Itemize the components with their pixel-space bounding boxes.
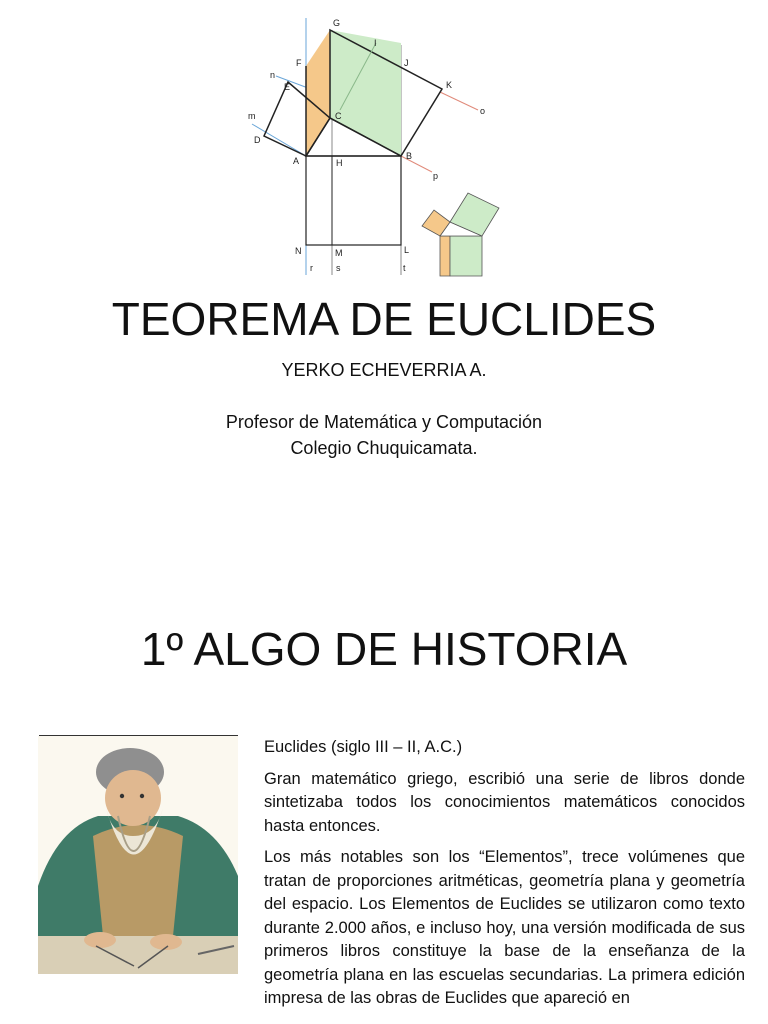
author-name: YERKO ECHEVERRIA A. [281, 360, 487, 380]
school-name: Colegio Chuquicamata. [290, 438, 478, 458]
euclid-theorem-diagram [240, 12, 500, 280]
label-c: C [335, 111, 342, 121]
paragraph-1: Gran matemático griego, escribió una serie de libros donde sintetizaba todos los conocimientos matemáticos conocidos hasta entonces. [264, 769, 745, 835]
label-h: H [336, 158, 343, 168]
label-a: A [293, 156, 300, 166]
euclid-heading: Euclides (siglo III – II, A.C.) [264, 738, 463, 756]
label-i: I [374, 38, 377, 48]
label-n: n [270, 70, 276, 80]
label-t: t [403, 263, 406, 273]
label-g: G [333, 18, 341, 28]
label-s: s [336, 263, 341, 273]
square-on-ab [306, 156, 401, 245]
label-e: E [284, 82, 291, 92]
label-l: L [404, 245, 410, 255]
line-o [440, 92, 478, 110]
label-k: K [446, 80, 453, 90]
paragraph-2: Los más notables son los “Elementos”, trece volúmenes que tratan de proporciones aritméticas, geometría plana y geometría del espacio. Los Elementos de Euclides se utilizaron como texto durante 2.000 años, e incluso hoy, una versión modificada de sus primeros libros constituye la base de la enseñanza de la geometría plana en las escuelas secundarias. La primera edición impresa de las obras de Euclides que apareció en [264, 848, 745, 1007]
label-m: m [248, 111, 256, 121]
label-f: F [296, 58, 302, 68]
mini-diagram [422, 193, 499, 276]
label-o: o [480, 106, 486, 116]
label-b: B [406, 151, 413, 161]
history-slide [0, 560, 768, 1024]
history-text [264, 736, 745, 1019]
section-title: 1º ALGO DE HISTORIA [140, 623, 628, 675]
label-d: D [254, 135, 261, 145]
label-n-point: N [295, 246, 302, 256]
presentation-title: TEOREMA DE EUCLIDES [111, 293, 657, 345]
label-j: J [404, 58, 409, 68]
label-p: p [433, 171, 439, 181]
author-role: Profesor de Matemática y Computación [225, 412, 543, 432]
euclid-portrait-image [38, 736, 238, 974]
label-r: r [310, 263, 313, 273]
label-m-point: M [335, 248, 343, 258]
